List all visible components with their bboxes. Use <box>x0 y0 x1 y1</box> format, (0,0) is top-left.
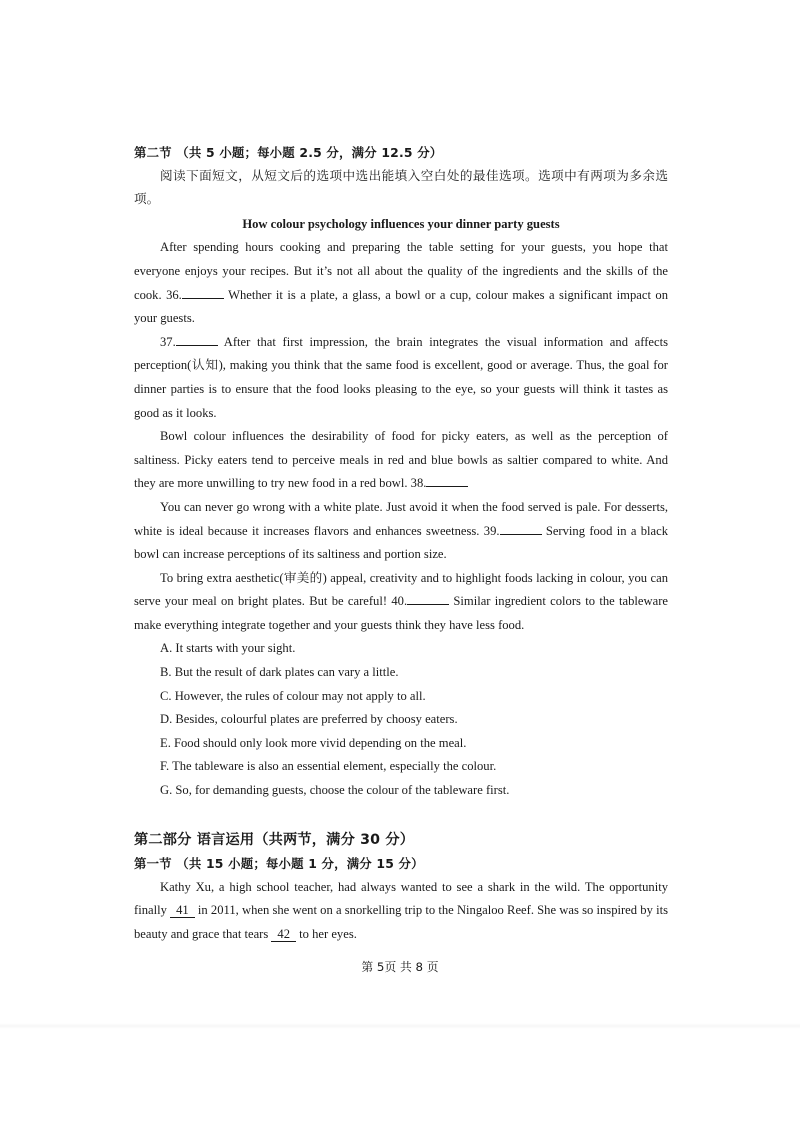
paragraph-3-text: Bowl colour influences the desirability of food for picky eaters, as well as the perception of saltiness. Picky eaters tend to perceive meals in red and blue bowls as saltier compared to white. And they are more unwilling to try new food in a red bowl. 38. <box>134 429 668 491</box>
paragraph-5-text: To bring extra aesthetic(审美的) appeal, creativity and to highlight foods lacking in colour, you can serve your meal on bright plates. But be careful! 40. <box>134 570 668 609</box>
option-g: G. So, for demanding guests, choose the colour of the tableware first. <box>160 783 510 798</box>
passage-paragraph-3 <box>134 425 668 496</box>
option-a: A. It starts with your sight. <box>160 641 296 656</box>
blank-38 <box>426 472 468 487</box>
cloze-paragraph-1 <box>134 876 668 947</box>
blank-39 <box>500 520 542 535</box>
part-2-section-1-heading: 第一节 （共 15 小题；每小题 1 分，满分 15 分） <box>134 856 424 872</box>
paragraph-2-after: After that first impression, the brain integrates the visual information and affects perception(认知), making you think that the same food is excellent, good or average. Thus, the goal for dinner parties is to ensure that the food looks pleasing to the eye, so your guests will think it tastes as good as it looks. <box>134 334 668 420</box>
blank-41: 41 <box>170 903 195 918</box>
page-number-footer: 第 5页 共 8 页 <box>361 960 439 974</box>
passage-paragraph-4 <box>134 496 668 567</box>
paragraph-5-after: Similar ingredient colors to the tableware make everything integrate together and your guests think they have less food. <box>134 594 668 632</box>
blank-42: 42 <box>271 927 296 942</box>
paragraph-1-text: After spending hours cooking and preparing the table setting for your guests, you hope that everyone enjoys your recipes. But it’s not all about the quality of the ingredients and the skills of the cook. 36. <box>134 240 668 302</box>
paragraph-4-after: Serving food in a black bowl can increase perceptions of its saltiness and portion size. <box>134 523 668 562</box>
option-e: E. Food should only look more vivid depending on the meal. <box>160 735 467 750</box>
blank-37 <box>176 331 218 346</box>
cloze-text-start: Kathy Xu, a high school teacher, had always wanted to see a shark in the wild. The opportunity finally <box>134 879 668 918</box>
passage-paragraph-2 <box>134 331 668 425</box>
cloze-text-end: to her eyes. <box>296 927 357 941</box>
passage-paragraph-5 <box>134 567 668 638</box>
option-d: D. Besides, colourful plates are preferred by choosy eaters. <box>160 712 458 727</box>
passage-title: How colour psychology influences your dinner party guests <box>242 216 560 231</box>
paragraph-2-number: 37. <box>160 334 176 349</box>
part-2-heading: 第二部分 语言运用（共两节，满分 30 分） <box>134 831 415 848</box>
blank-36 <box>182 284 224 299</box>
page-content <box>134 141 668 947</box>
blank-40 <box>407 590 449 605</box>
cloze-text-mid: in 2011, when she went on a snorkelling trip to the Ningaloo Reef. She was so inspired by its beauty and grace that tears <box>134 903 668 941</box>
paragraph-1-after: Whether it is a plate, a glass, a bowl or a cup, colour makes a significant impact on your guests. <box>134 287 668 326</box>
section-2-heading: 第二节 （共 5 小题；每小题 2.5 分，满分 12.5 分） <box>134 145 443 160</box>
passage-paragraph-1 <box>134 236 668 330</box>
scan-artifact <box>0 1023 800 1029</box>
option-c: C. However, the rules of colour may not apply to all. <box>160 688 426 703</box>
section-instructions: 阅读下面短文，从短文后的选项中选出能填入空白处的最佳选项。选项中有两项为多余选项。 <box>134 168 668 207</box>
options-list <box>134 637 668 802</box>
option-f: F. The tableware is also an essential element, especially the colour. <box>160 759 497 774</box>
option-b: B. But the result of dark plates can vary a little. <box>160 665 399 680</box>
paragraph-4-text: You can never go wrong with a white plate. Just avoid it when the food served is pale. For desserts, white is ideal because it increases flavors and enhances sweetness. 39. <box>134 499 668 538</box>
